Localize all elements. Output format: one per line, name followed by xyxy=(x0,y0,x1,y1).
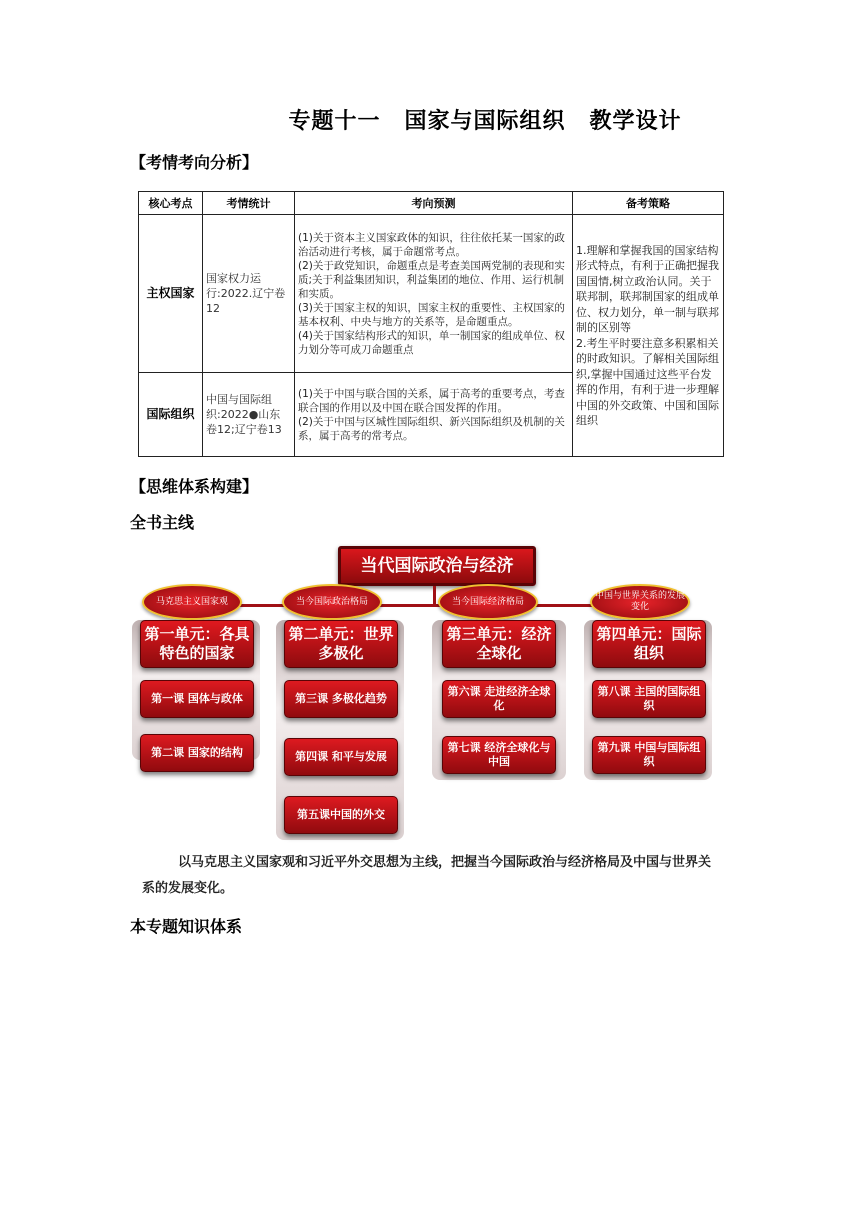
header-key: 核心考点 xyxy=(139,192,203,215)
strategy-item: 2.考生平时要注意多积累相关的时政知识。了解相关国际组织,掌握中国通过这些平台发挥的作用，有利于进一步理解中国的外交政策、中国和国际组织 xyxy=(576,336,719,427)
unit-2: 第二单元：世界多极化 xyxy=(284,620,398,668)
key-point: 国际组织 xyxy=(139,373,203,457)
theme-ellipse: 当今国际政治格局 xyxy=(282,584,382,620)
prediction xyxy=(295,215,573,373)
prediction-item: (2)关于中国与区城性国际组织、新兴国际组织及机制的关系，属于高考的常考点。 xyxy=(298,415,565,442)
section-mainline: 全书主线 xyxy=(130,513,195,532)
unit-3: 第三单元：经济全球化 xyxy=(442,620,556,668)
title-part1: 专题十一 xyxy=(288,109,381,134)
lesson-6: 第六课 走进经济全球化 xyxy=(442,680,556,718)
lesson-5: 第五课中国的外交 xyxy=(284,796,398,834)
unit-1: 第一单元：各具特色的国家 xyxy=(140,620,254,668)
title-part3: 教学设计 xyxy=(589,109,682,134)
lesson-4: 第四课 和平与发展 xyxy=(284,738,398,776)
lesson-1: 第一课 国体与政体 xyxy=(140,680,254,718)
header-pred: 考向预测 xyxy=(295,192,573,215)
lesson-7: 第七课 经济全球化与中国 xyxy=(442,736,556,774)
exam-analysis-table xyxy=(138,191,724,457)
prediction-item: (1)关于资本主义国家政体的知识，往往依托某一国家的政治活动进行考核，属于命题常考点。 xyxy=(298,231,565,258)
page-title xyxy=(0,104,860,135)
lesson-3: 第三课 多极化趋势 xyxy=(284,680,398,718)
theme-ellipse: 当今国际经济格局 xyxy=(438,584,538,620)
lesson-8: 第八课 主国的国际组织 xyxy=(592,680,706,718)
theme-ellipse: 中国与世界关系的发展变化 xyxy=(590,584,690,620)
unit-4: 第四单元：国际组织 xyxy=(592,620,706,668)
section-analysis: 【考情考向分析】 xyxy=(130,153,259,172)
lesson-2: 第二课 国家的结构 xyxy=(140,734,254,772)
mainline-summary: 以马克思主义国家观和习近平外交思想为主线，把握当今国际政治与经济格局及中国与世界关系的发展变化。 xyxy=(142,855,712,896)
header-stat: 考情统计 xyxy=(203,192,295,215)
prediction-item: (3)关于国家主权的知识，国家主权的重要性、主权国家的基本权利、中央与地方的关系等，是命题重点。 xyxy=(298,301,565,328)
prediction-item: (4)关于国家结构形式的知识，单一制国家的组成单位、权力划分等可成刀命题重点 xyxy=(298,329,565,356)
header-strategy: 备考策略 xyxy=(573,192,724,215)
lesson-9: 第九课 中国与国际组织 xyxy=(592,736,706,774)
exam-stat: 国家权力运行:2022.辽宁卷12 xyxy=(203,215,295,373)
table-row xyxy=(139,215,724,373)
key-point: 主权国家 xyxy=(139,215,203,373)
mindmap-root: 当代国际政治与经济 xyxy=(338,546,536,586)
prediction-item: (2)关于政党知识，命题重点是考查美国两党制的表现和实质;关于利益集团知识，利益集团的地位、作用、运行机制和实质。 xyxy=(298,259,565,300)
exam-stat: 中国与国际组织:2022●山东卷12;辽宁卷13 xyxy=(203,373,295,457)
prediction-item: (1)关于中国与联合国的关系，属于高考的重要考点，考查联合国的作用以及中国在联合国发挥的作用。 xyxy=(298,387,565,414)
prediction xyxy=(295,373,573,457)
connector-line xyxy=(433,586,436,606)
strategy-item: 1.理解和掌握我国的国家结构形式特点，有利于正确把握我国国情,树立政治认同。关于联邦制，联邦制国家的组成单位、权力划分，单一制与联邦制的区别等 xyxy=(576,243,719,334)
mind-map xyxy=(130,540,712,840)
strategy xyxy=(573,215,724,457)
title-part2: 国家与国际组织 xyxy=(404,109,566,134)
section-knowledge: 本专题知识体系 xyxy=(130,917,243,936)
table-header-row xyxy=(139,192,724,215)
theme-ellipse: 马克思主义国家观 xyxy=(142,584,242,620)
section-thinking: 【思维体系构建】 xyxy=(130,477,259,496)
